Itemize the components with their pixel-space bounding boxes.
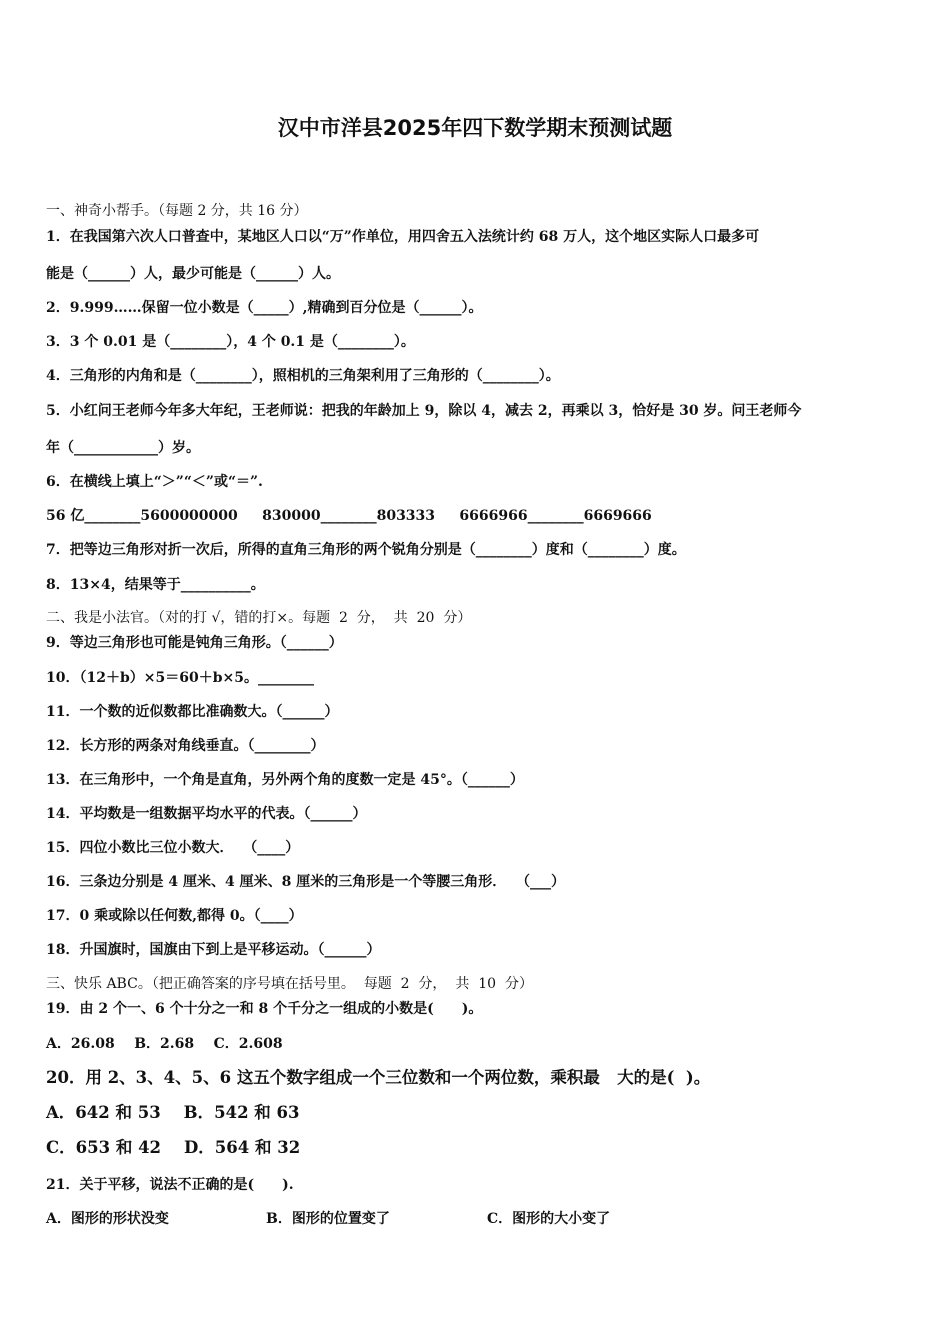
question-20-options-cd: C．653 和 42 D．564 和 32 — [46, 1138, 301, 1157]
question-1-cont: 能是（______）人，最少可能是（______）人。 — [46, 266, 340, 282]
question-21-option-a: A．图形的形状没变 — [46, 1211, 169, 1227]
question-1: 1．在我国第六次人口普查中，某地区人口以“万”作单位，用四舍五入法统计约 68 万人，这个地区实际人口最多可 — [46, 229, 760, 245]
question-12: 12．长方形的两条对角线垂直。（________） — [46, 738, 325, 754]
question-6-items: 56 亿________5600000000 830000________803333 6666966________6669666 — [46, 508, 652, 524]
page-title: 汉中市洋县2025年四下数学期末预测试题 — [277, 116, 673, 140]
question-6: 6．在横线上填上“＞”“＜”或“＝”. — [46, 474, 263, 490]
question-13: 13．在三角形中，一个角是直角，另外两个角的度数一定是 45°。（______） — [46, 772, 524, 788]
section-1-heading: 一、神奇小帮手。（每题 2 分，共 16 分） — [46, 203, 308, 219]
question-5: 5．小红问王老师今年多大年纪，王老师说：把我的年龄加上 9，除以 4，减去 2，再乘以 3，恰好是 30 岁。问王老师今 — [46, 403, 802, 419]
question-7: 7．把等边三角形对折一次后，所得的直角三角形的两个锐角分别是（________）度和（________）度。 — [46, 542, 686, 558]
question-17: 17．0 乘或除以任何数,都得 0。（____） — [46, 908, 303, 924]
question-2: 2．9.999……保留一位小数是（_____）,精确到百分位是（______）。 — [46, 300, 483, 316]
question-21-option-b: B．图形的位置变了 — [266, 1211, 390, 1227]
question-9: 9．等边三角形也可能是钝角三角形。（______） — [46, 635, 343, 651]
question-21: 21．关于平移，说法不正确的是( ). — [46, 1177, 294, 1193]
section-2-heading: 二、我是小法官。（对的打 √，错的打×。每题 2 分， 共 20 分） — [46, 610, 472, 626]
question-20: 20．用 2、3、4、5、6 这五个数字组成一个三位数和一个两位数，乘积最 大的是( )。 — [46, 1068, 711, 1087]
section-3-heading: 三、快乐 ABC。（把正确答案的序号填在括号里。 每题 2 分， 共 10 分） — [46, 976, 533, 992]
question-8: 8．13×4，结果等于__________。 — [46, 577, 265, 593]
question-5-cont: 年（____________）岁。 — [46, 440, 200, 456]
question-18: 18．升国旗时，国旗由下到上是平移运动。（______） — [46, 942, 381, 958]
question-10: 10．（12＋b）×5＝60＋b×5。________ — [46, 670, 314, 686]
question-21-option-c: C．图形的大小变了 — [487, 1211, 611, 1227]
question-4: 4．三角形的内角和是（________），照相机的三角架利用了三角形的（________）。 — [46, 368, 560, 384]
question-20-options-ab: A．642 和 53 B．542 和 63 — [46, 1103, 300, 1122]
question-15: 15．四位小数比三位小数大． （____） — [46, 840, 300, 856]
question-19: 19．由 2 个一、6 个十分之一和 8 个千分之一组成的小数是( )。 — [46, 1001, 483, 1017]
question-14: 14．平均数是一组数据平均水平的代表。（______） — [46, 806, 367, 822]
question-11: 11．一个数的近似数都比准确数大。（______） — [46, 704, 339, 720]
question-19-options: A．26.08 B．2.68 C．2.608 — [46, 1036, 283, 1052]
question-3: 3．3 个 0.01 是（________），4 个 0.1 是（________）。 — [46, 334, 415, 350]
question-16: 16．三条边分别是 4 厘米、4 厘米、8 厘米的三角形是一个等腰三角形． （___） — [46, 874, 565, 890]
